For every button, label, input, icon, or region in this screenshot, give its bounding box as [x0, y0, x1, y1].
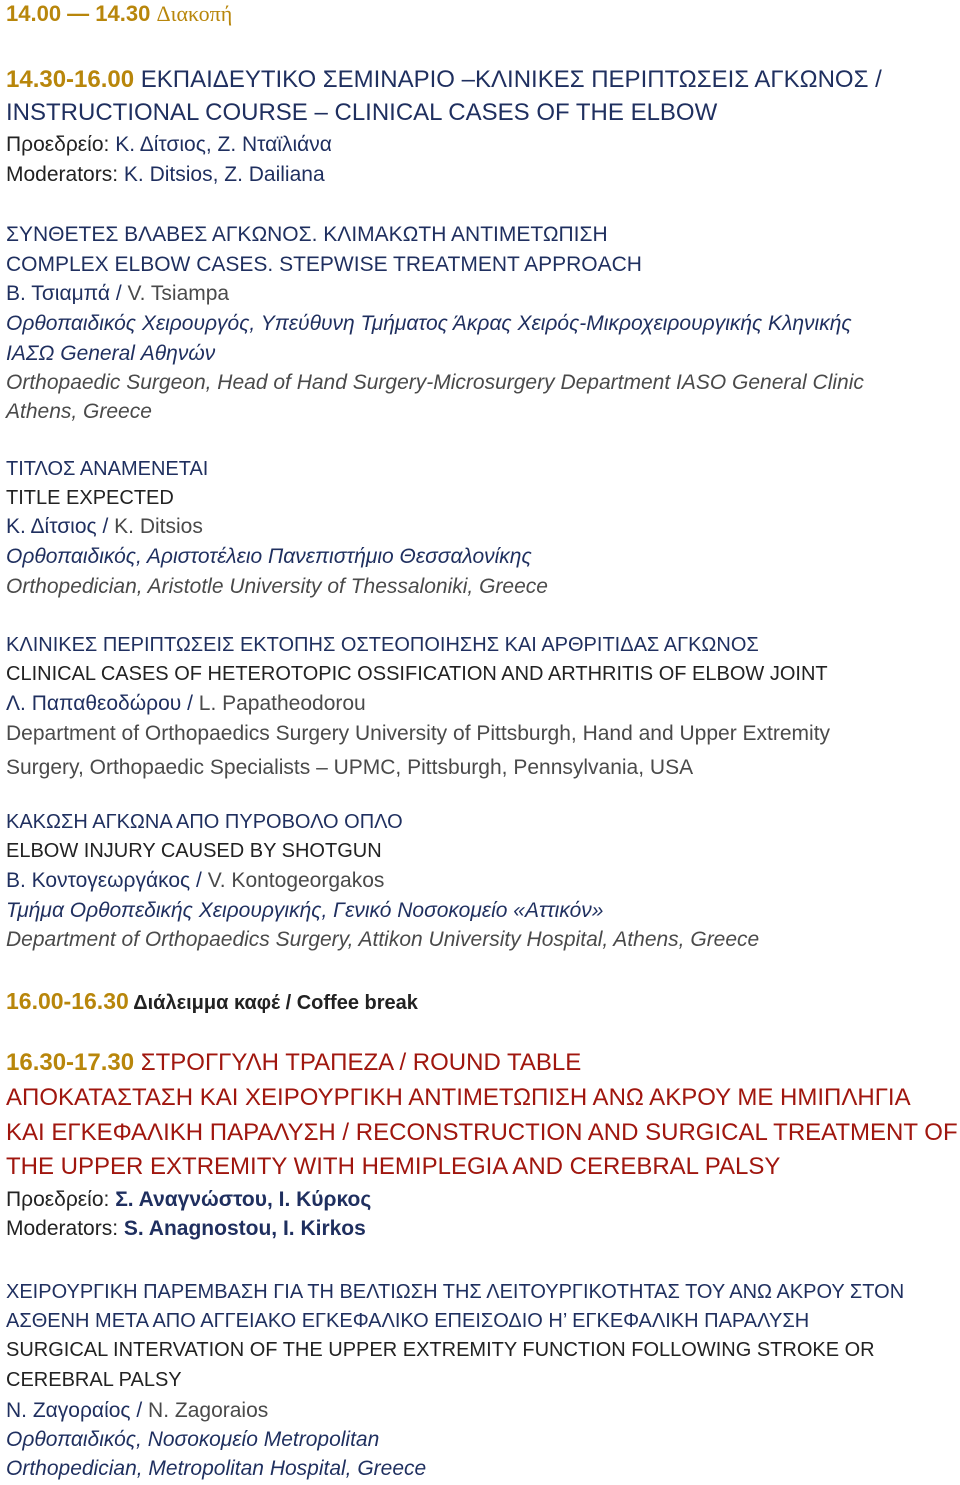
course-title-line2: INSTRUCTIONAL COURSE – CLINICAL CASES OF THE ELBOW — [6, 99, 718, 126]
course-chair-gr — [6, 134, 332, 155]
talk3-title-gr: ΚΛΙΝΙΚΕΣ ΠΕΡΙΠΤΩΣΕΙΣ ΕΚΤΟΠΗΣ ΟΣΤΕΟΠΟΙΗΣΗΣ ΚΑΙ ΑΡΘΡΙΤΙΔΑΣ ΑΓΚΩΝΟΣ — [6, 634, 759, 656]
talk5-aff-en: Orthopedician, Metropolitan Hospital, Greece — [6, 1457, 427, 1480]
talk5-speaker — [6, 1400, 268, 1421]
talk1-title-en: COMPLEX ELBOW CASES. STEPWISE TREATMENT APPROACH — [6, 253, 642, 276]
chair-names-gr: Κ. Δίτσιος, Ζ. Νταϊλιάνα — [115, 133, 332, 156]
speaker-en: N. Zagoraios — [148, 1399, 269, 1422]
round-table-title-line1: ΑΠΟΚΑΤΑΣΤΑΣΗ ΚΑΙ ΧΕΙΡΟΥΡΓΙΚΗ ΑΝΤΙΜΕΤΩΠΙΣΗ ΑΝΩ ΑΚΡΟΥ ΜΕ ΗΜΙΠΛΗΓΙΑ — [6, 1084, 911, 1111]
chair-names-en: K. Ditsios, Z. Dailiana — [123, 163, 325, 186]
talk5-title-gr-2: ΑΣΘΕΝΗ ΜΕΤΑ ΑΠΟ ΑΓΓΕΙΑΚΟ ΕΓΚΕΦΑΛΙΚΟ ΕΠΕΙΣΟΔΙΟ Η’ ΕΓΚΕΦΑΛΙΚΗ ΠΑΡΑΛΥΣΗ — [6, 1310, 810, 1332]
coffee-break-row — [6, 990, 418, 1013]
speaker-gr: Ν. Ζαγοραίος / — [6, 1399, 143, 1422]
talk1-aff-en-1: Orthopaedic Surgeon, Head of Hand Surgery-Microsurgery Department IASO General Clinic — [6, 371, 864, 394]
course-time: 14.30-16.00 — [6, 66, 135, 93]
round-table-heading — [6, 1051, 581, 1075]
talk1-aff-en-2: Athens, Greece — [6, 400, 152, 423]
talk1-aff-gr-1: Ορθοπαιδικός Χειρουργός, Υπεύθυνη Τμήματος Άκρας Χειρός-Μικροχειρουργικής Κληνικής — [6, 312, 852, 335]
round-table-time: 16.30-17.30 — [6, 1049, 135, 1076]
round-table-title-line2: ΚΑΙ ΕΓΚΕΦΑΛΙΚΗ ΠΑΡΑΛΥΣΗ / RECONSTRUCTION AND SURGICAL TREATMENT OF — [6, 1119, 958, 1146]
chair-names-gr: Σ. Αναγνώστου, Ι. Κύρκος — [115, 1188, 372, 1211]
talk3-title-en: CLINICAL CASES OF HETEROTOPIC OSSIFICATION AND ARTHRITIS OF ELBOW JOINT — [6, 663, 828, 685]
course-chair-en — [6, 164, 325, 185]
talk1-title-gr: ΣΥΝΘΕΤΕΣ ΒΛΑΒΕΣ ΑΓΚΩΝΟΣ. ΚΛΙΜΑΚΩΤΗ ΑΝΤΙΜΕΤΩΠΙΣΗ — [6, 223, 608, 246]
speaker-gr: Κ. Δίτσιος / — [6, 515, 109, 538]
talk1-aff-gr-2: ΙΑΣΩ General Αθηνών — [6, 342, 216, 365]
speaker-gr: Β. Τσιαμπά / — [6, 282, 122, 305]
course-title-line1 — [6, 68, 882, 92]
coffee-label: Διάλειμμα καφέ / Coffee break — [133, 992, 418, 1014]
talk5-aff-gr: Ορθοπαιδικός, Νοσοκομείο Metropolitan — [6, 1428, 380, 1451]
talk4-title-en: ELBOW INJURY CAUSED BY SHOTGUN — [6, 840, 382, 862]
break-time: 14.00 — 14.30 — [6, 1, 151, 26]
talk5-title-gr-1: ΧΕΙΡΟΥΡΓΙΚΗ ΠΑΡΕΜΒΑΣΗ ΓΙΑ ΤΗ ΒΕΛΤΙΩΣΗ ΤΗΣ ΛΕΙΤΟΥΡΓΙΚΟΤΗΤΑΣ ΤΟΥ ΑΝΩ ΑΚΡΟΥ ΣΤΟΝ — [6, 1281, 905, 1303]
talk4-aff-en: Department of Orthopaedics Surgery, Attikon University Hospital, Athens, Greece — [6, 928, 760, 951]
talk3-aff-en-2: Surgery, Orthopaedic Specialists – UPMC, Pittsburgh, Pennsylvania, USA — [6, 756, 694, 779]
talk4-speaker — [6, 870, 384, 891]
talk2-speaker — [6, 516, 203, 537]
round-table-label: ΣΤΡΟΓΓΥΛΗ ΤΡΑΠΕΖΑ / ROUND TABLE — [140, 1049, 582, 1076]
talk3-speaker — [6, 693, 366, 714]
coffee-time: 16.00-16.30 — [6, 988, 129, 1014]
chair-label-gr: Προεδρείο: — [6, 1188, 110, 1211]
speaker-gr: Β. Κοντογεωργάκος / — [6, 869, 202, 892]
talk2-aff-gr: Ορθοπαιδικός, Αριστοτέλειο Πανεπιστήμιο Θεσσαλονίκης — [6, 545, 532, 568]
round-table-chair-en — [6, 1218, 366, 1239]
talk3-aff-en-1: Department of Orthopaedics Surgery University of Pittsburgh, Hand and Upper Extremity — [6, 722, 831, 745]
talk2-aff-en: Orthopedician, Aristotle University of Thessaloniki, Greece — [6, 575, 548, 598]
chair-names-en: S. Anagnostou, I. Kirkos — [123, 1217, 366, 1240]
speaker-en: L. Papatheodorou — [198, 692, 366, 715]
talk1-speaker — [6, 283, 229, 304]
talk5-title-en-2: CEREBRAL PALSY — [6, 1369, 182, 1391]
speaker-en: V. Kontogeorgakos — [207, 869, 385, 892]
break-row — [6, 3, 232, 25]
chair-label-gr: Προεδρείο: — [6, 133, 110, 156]
break-label: Διακοπή — [156, 1, 233, 26]
course-title-gr: ΕΚΠΑΙΔΕΥΤΙΚΟ ΣΕΜΙΝΑΡΙΟ –ΚΛΙΝΙΚΕΣ ΠΕΡΙΠΤΩΣΕΙΣ ΑΓΚΩΝΟΣ / — [140, 66, 882, 93]
talk2-title-en: TITLE EXPECTED — [6, 487, 174, 509]
chair-label-en: Moderators: — [6, 163, 119, 186]
chair-label-en: Moderators: — [6, 1217, 119, 1240]
talk5-title-en-1: SURGICAL INTERVATION OF THE UPPER EXTREMITY FUNCTION FOLLOWING STROKE OR — [6, 1339, 875, 1361]
round-table-title-line3: THE UPPER EXTREMITY WITH HEMIPLEGIA AND CEREBRAL PALSY — [6, 1153, 781, 1180]
talk2-title-gr: ΤΙΤΛΟΣ ΑΝΑΜΕΝΕΤΑΙ — [6, 458, 209, 480]
speaker-en: V. Tsiampa — [127, 282, 230, 305]
talk4-title-gr: ΚΑΚΩΣΗ ΑΓΚΩΝΑ ΑΠΟ ΠΥΡΟΒΟΛΟ ΟΠΛΟ — [6, 811, 403, 833]
talk4-aff-gr: Τμήμα Ορθοπεδικής Χειρουργικής, Γενικό Νοσοκομείο «Αττικόν» — [6, 899, 604, 922]
speaker-en: K. Ditsios — [114, 515, 203, 538]
round-table-chair-gr — [6, 1189, 371, 1210]
speaker-gr: Λ. Παπαθεοδώρου / — [6, 692, 193, 715]
